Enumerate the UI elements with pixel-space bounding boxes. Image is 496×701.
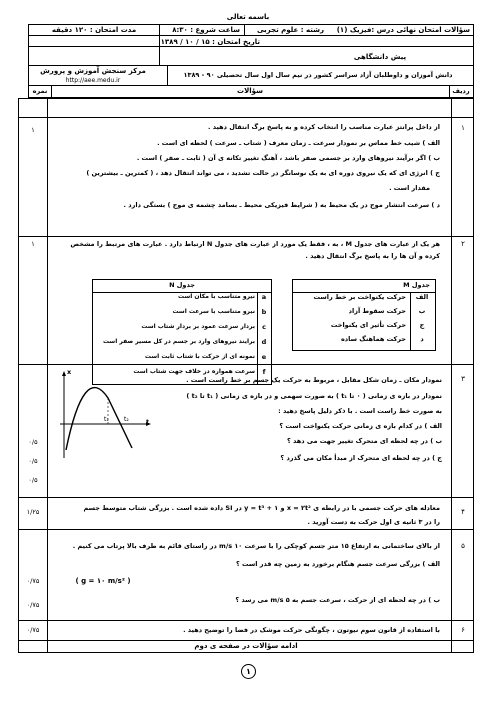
q3-score-c: ۰/۵: [28, 476, 38, 484]
table-m-title: جدول M: [403, 281, 430, 289]
graph-t1-label: t₁: [104, 416, 109, 423]
q1-score: ۱: [31, 126, 35, 134]
continue-note: ادامه سؤالات در صفحه ی دوم: [194, 642, 298, 650]
q1-number: ۱: [461, 124, 465, 132]
page-number: ۱: [241, 664, 256, 679]
q3-number: ۳: [461, 375, 465, 383]
center-url[interactable]: http://aee.medu.ir: [65, 77, 121, 84]
table-m-key: الف: [415, 293, 429, 301]
table-n-item: نیرو متناسب با مکان است: [177, 293, 255, 300]
q3-b: ب ) در چه لحظه ای متحرک تغییر جهت می دهد ؟: [286, 437, 442, 445]
q1-a: الف ) شیب خط مماس بر نمودار سرعت ـ زمان معرف ( شتاب ـ سرعت ) لحظه ای است .: [157, 139, 440, 147]
q3-c: ج ) در چه لحظه ای متحرک از مبدأ مکان می گذرد ؟: [280, 454, 442, 462]
start-time: ساعت شروع : ۸:۳۰: [172, 26, 240, 34]
q4-line2: را در ۳ ثانیه ی اول حرکت به دست آورید .: [307, 518, 440, 526]
table-m-item: حرکت تأثیر ای یکنواخت: [330, 321, 406, 329]
graph-t2-label: t₂: [124, 416, 129, 423]
q5-score-b: ۰/۷۵: [26, 601, 40, 609]
graph-y-label: x: [67, 368, 72, 376]
q6-number: ۶: [461, 626, 465, 634]
table-n-key: b: [261, 308, 267, 316]
basmala: باسمه تعالی: [226, 13, 270, 21]
q5-score-a: ۰/۷۵: [26, 577, 40, 585]
q6-score: ۰/۷۵: [26, 626, 40, 634]
exam-field: رشته : علوم تجربی: [256, 26, 324, 34]
exam-subtitle: دانش آموزان و داوطلبان آزاد سراسر کشور در نیم سال اول سال تحصیلی ۹۰ - ۱۳۸۹: [183, 71, 453, 79]
q3-line2: نمودار در بازه ی زمانی ( ۰ تا t₁ ) به صورت سهمی و در بازه ی زمانی ( t₁ تا t₂ ): [186, 392, 442, 400]
q4-score: ۱/۲۵: [26, 508, 40, 516]
q5-b: ب ) در چه لحظه ای از حرکت ، سرعت جسم به ۵ m/s می رسد ؟: [235, 596, 440, 604]
q3-a: الف ) در کدام بازه ی زمانی حرکت یکنواخت است ؟: [279, 422, 442, 430]
q2-instruction: هر یک از عبارت های جدول M ، به ، فقط یک مورد از عبارت های جدول N ارتباط دارد . عبارت های مرتبط را مشخص: [70, 240, 440, 248]
table-n-item: نمونه ای از حرکت با شتاب ثابت است: [144, 353, 255, 360]
table-m-key: ج: [419, 321, 425, 329]
q2-number: ۲: [461, 240, 465, 248]
table-n-item: برآیند نیروهای وارد بر جسم در کل مسیر صفر است: [102, 338, 255, 345]
q2-score: ۱: [31, 240, 35, 248]
table-n-key: f: [262, 368, 266, 376]
q1-c: ج ) انرژی ای که یک نیروی دوره ای به یک نوسانگر در حالت تشدید ، می تواند انتقال دهد ، ( کمترین ـ بیشترین ): [86, 169, 440, 177]
q3-line3: به صورت خط راست است . با ذکر دلیل پاسخ دهید :: [278, 407, 442, 415]
q1-b: ب ) اگر برآیند نیروهای وارد بر جسمی صفر باشد ، آهنگ تغییر تکانه ی آن ( ثابت ـ صفر ) است .: [136, 154, 440, 162]
table-n-title: جدول N: [169, 281, 195, 289]
q3-score-a: ۰/۵: [28, 438, 38, 446]
table-m-item: حرکت هماهنگ ساده: [340, 335, 406, 343]
q6-line1: با استفاده از قانون سوم نیوتون ، چگونگی حرکت موشک در فضا را توضیح دهید .: [183, 626, 440, 634]
table-m-key: ب: [418, 307, 426, 315]
exam-title: سؤالات امتحان نهائی درس :فیزیک (۱): [336, 26, 470, 34]
q1-c-cont: مقدار است .: [389, 184, 430, 192]
table-m-item: حرکت سقوط آزاد: [348, 307, 406, 315]
position-time-graph: [52, 368, 152, 464]
center-name: مرکز سنجش آموزش و پرورش: [40, 67, 146, 75]
table-n-key: e: [261, 353, 267, 361]
q3-score-b: ۰/۵: [28, 457, 38, 465]
col-questions: سؤالات: [237, 87, 263, 95]
col-row: ردیف: [452, 87, 470, 95]
table-n-key: d: [261, 338, 267, 346]
table-m-key: د: [420, 335, 424, 343]
q5-line1: از بالای ساختمانی به ارتفاع ۱۵ متر جسم کوچکی را با سرعت ۱۰ m/s در راستای قائم به طرف بالا پرتاب می کنیم .: [72, 542, 440, 550]
pre-university: پیش دانشگاهی: [353, 53, 407, 61]
table-n-key: a: [261, 293, 267, 301]
q1-d: د ) سرعت انتشار موج در یک محیط به ( شرایط فیزیکی محیط ـ بسامد چشمه ی موج ) بستگی دارد .: [123, 201, 440, 209]
q5-number: ۵: [461, 542, 465, 550]
exam-duration: مدت امتحان : ۱۲۰ دقیقه: [51, 26, 137, 34]
q4-number: ۴: [461, 508, 465, 516]
table-n-item: نیرو متناسب با سرعت است: [172, 308, 255, 315]
q5-g-note: ( g = ۱۰ m/s² ): [75, 577, 131, 585]
q1-instruction: از داخل پرانتز عبارت مناسب را انتخاب کرده و به پاسخ برگ انتقال دهید .: [207, 123, 440, 131]
table-n-item: بردار سرعت عمود بر بردار شتاب است: [141, 323, 255, 330]
q5-a: الف ) بزرگی سرعت جسم هنگام برخورد به زمین چه قدر است ؟: [235, 560, 440, 568]
exam-date: تاریخ امتحان : ۱۵ / ۱۰ / ۱۳۸۹: [160, 38, 260, 46]
table-m-item: حرکت یکنواخت بر خط راست: [313, 293, 406, 301]
q4-line1: معادله های حرکت جسمی با در رابطه ی x = ۲t² و y = t³ + ۱ در SI داده شده است . بزرگی شتاب متوسط جسم: [83, 504, 440, 512]
q3-line1: نمودار مکان ـ زمان شکل مقابل ، مربوط به حرکت یک جسم بر خط راست است .: [186, 376, 442, 384]
q2-instruction-cont: کرده و آن ها را به پاسخ برگ انتقال دهید .: [305, 252, 440, 260]
graph-x-label: t: [146, 418, 150, 426]
col-score: نمره: [32, 87, 48, 95]
table-n-key: c: [262, 323, 266, 331]
table-n-item: سرعت همواره در خلاف جهت شتاب است: [133, 368, 255, 375]
